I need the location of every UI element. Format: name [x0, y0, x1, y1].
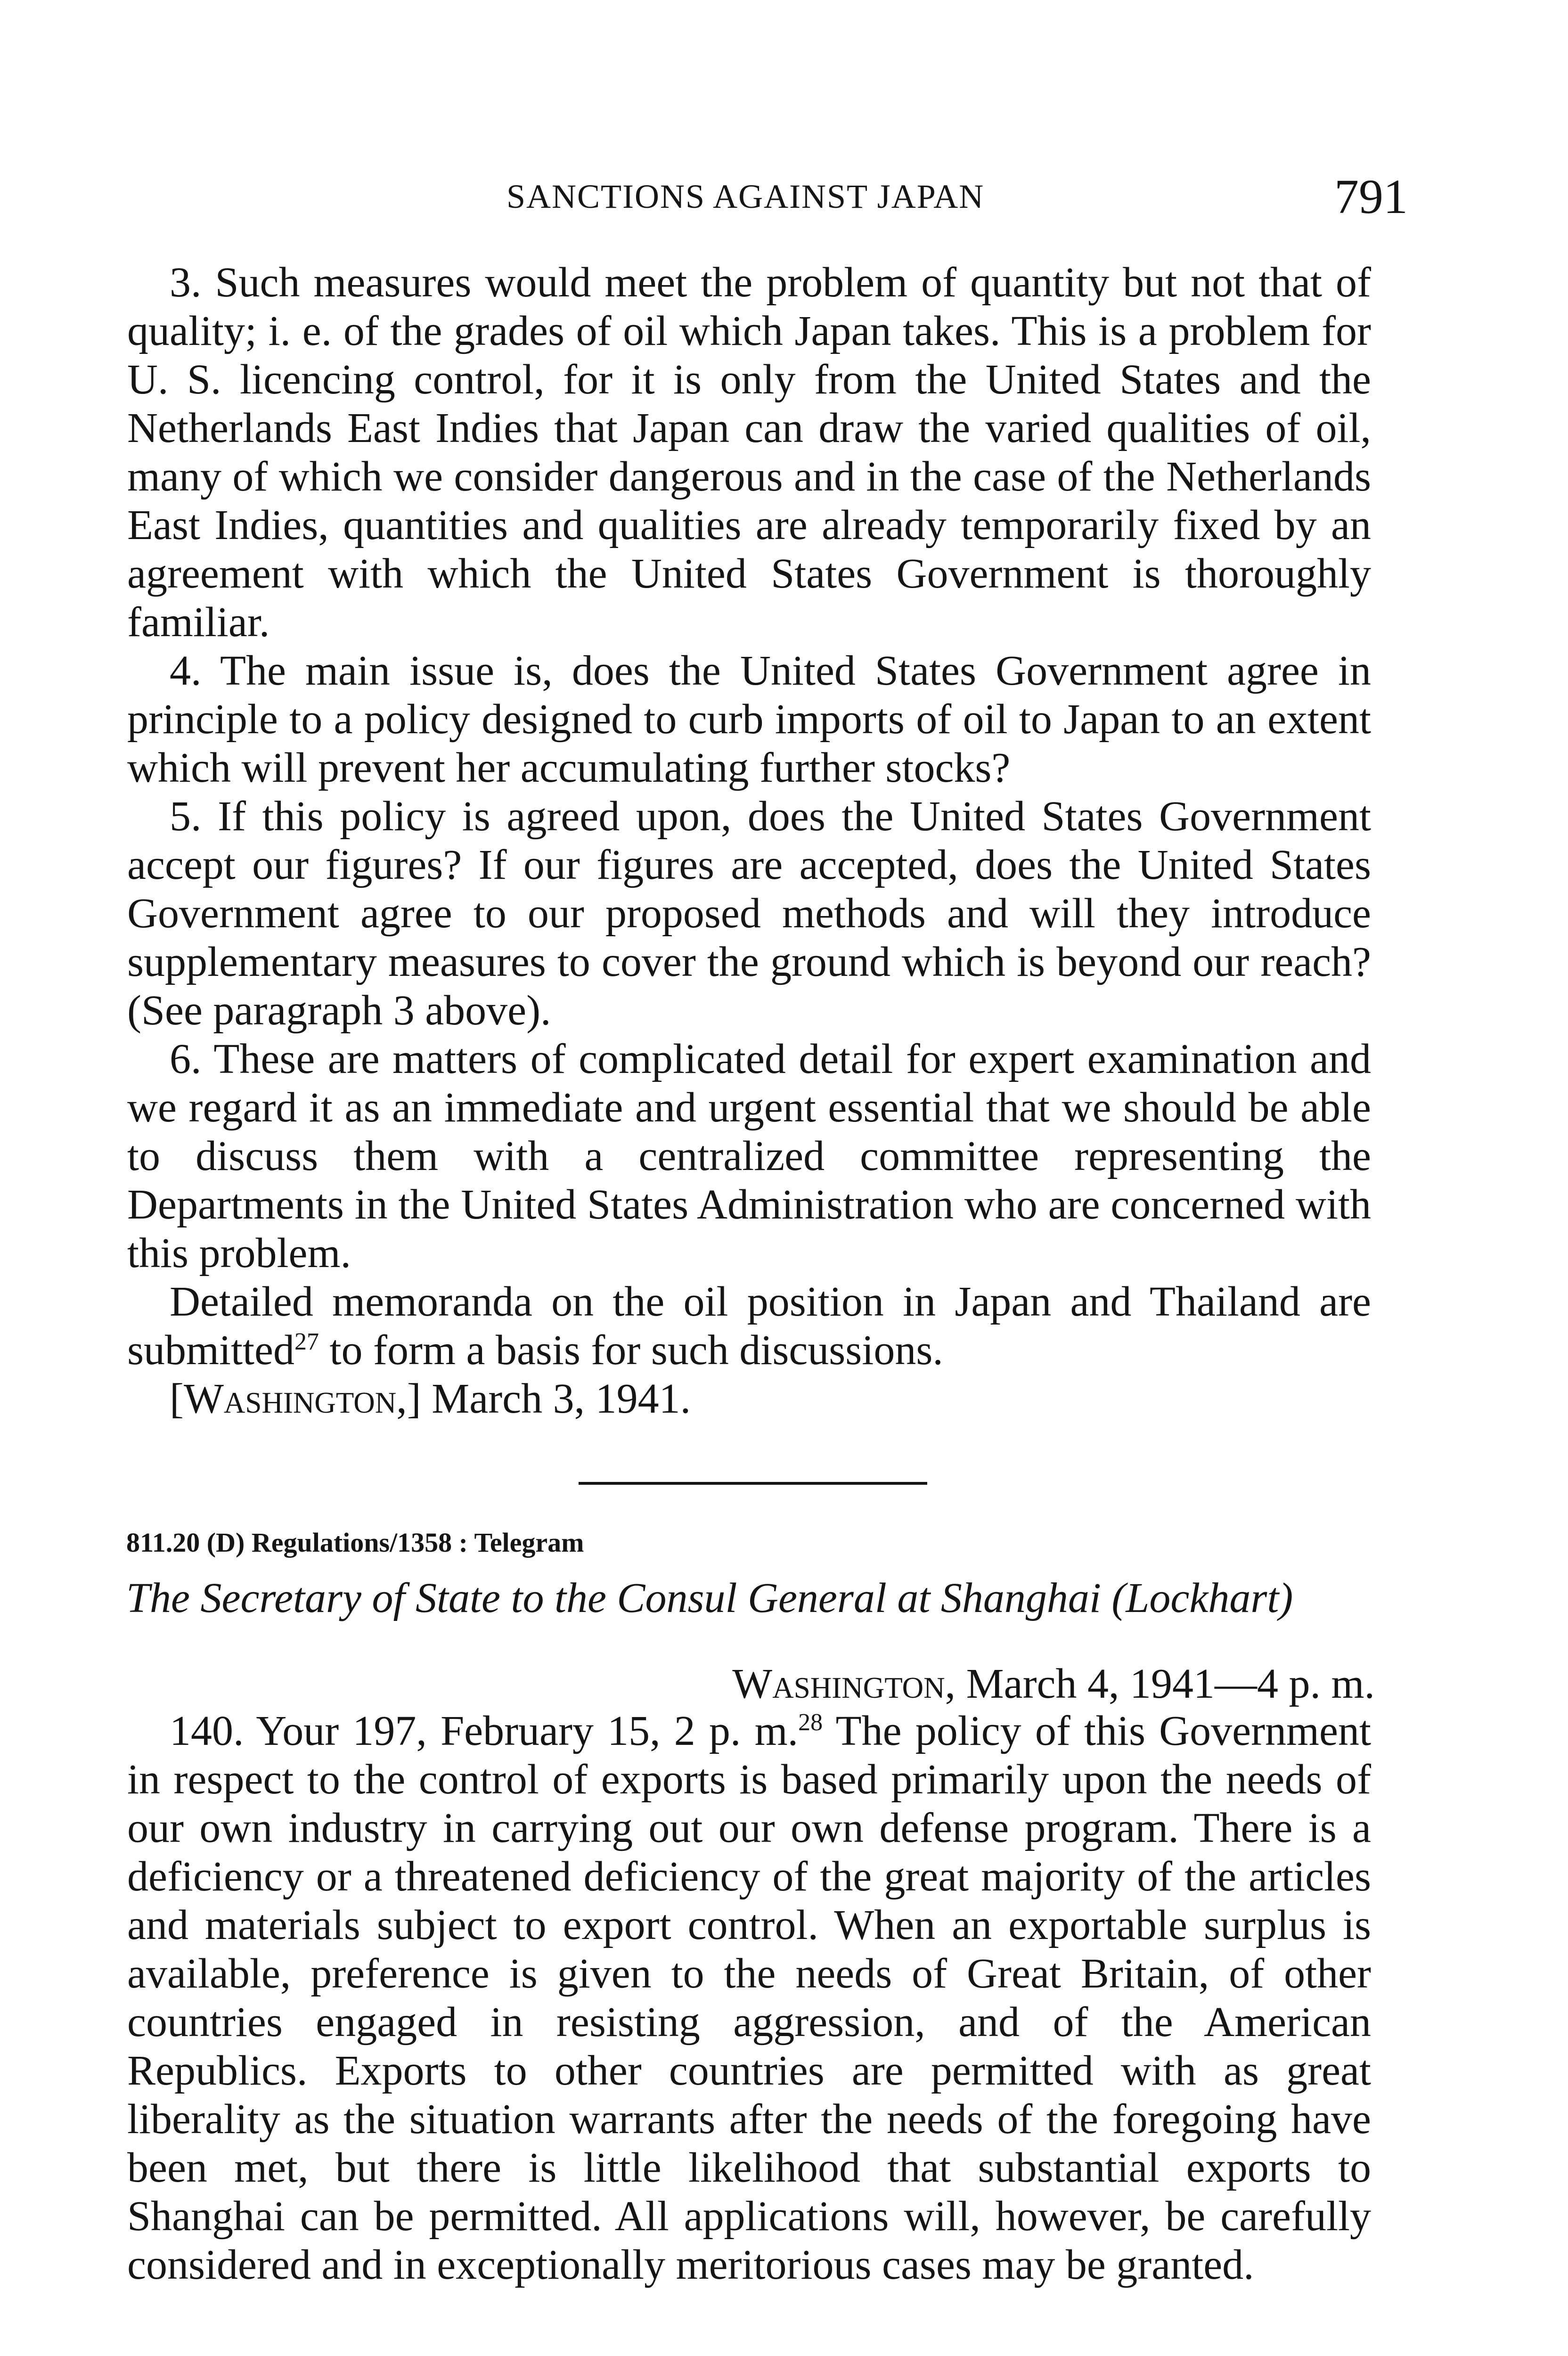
telegram-body [127, 1707, 1371, 2289]
paragraph-3: 3. Such measures would meet the problem of quantity but not that of quality; i. e. of the grades of oil which Japan takes. This is a problem for U. S. licencing control, for it is only from the United States and the Netherlands East Indies that Japan can draw the varied qualities of oil, many of which we consider dangerous and in the case of the Netherlands East Indies, quantities and qualities are already temporarily fixed by an agreement with which the United States Government is thoroughly familiar. [127, 259, 1371, 646]
place-date-line [127, 1374, 1371, 1423]
memoranda-paragraph [127, 1277, 1371, 1374]
memoranda-text-end: to form a basis for such discussions. [319, 1327, 943, 1374]
dateline-place: Washington, [732, 1661, 956, 1707]
memoranda-text: Detailed memoranda on the oil position in Japan and Thailand are submitted [127, 1278, 1371, 1374]
page-number: 791 [1334, 170, 1408, 224]
telegram-paragraph [127, 1707, 1371, 2289]
continued-memorandum [127, 258, 1371, 1423]
paragraph-5: 5. If this policy is agreed upon, does the United States Government accept our figures? If our figures are accepted, does the United States Government agree to our proposed methods and will they introduce supplementary measures to cover the ground which is beyond our reach? (See paragraph 3 above). [127, 793, 1371, 1034]
dateline [732, 1660, 1375, 1708]
date: March 3, 1941. [432, 1375, 691, 1422]
place: [Washington,] [170, 1375, 421, 1422]
dateline-time: March 4, 1941—4 p. m. [966, 1661, 1375, 1707]
paragraph-6: 6. These are matters of complicated detail for expert examination and we regard it as an immediate and urgent essential that we should be able to discuss them with a centralized committee representing the Departments in the United States Administration who are concerned with this problem. [127, 1036, 1371, 1276]
document-heading: The Secretary of State to the Consul General at Shanghai (Lockhart) [126, 1575, 1293, 1621]
running-header: SANCTIONS AGAINST JAPAN [506, 178, 985, 215]
document-reference: 811.20 (D) Regulations/1358 : Telegram [126, 1527, 584, 1558]
telegram-text: The policy of this Government in respect to the control of exports is based primarily upon the needs of our own industry in carrying out our own defense program. There is a deficiency or a threatened deficiency of the great majority of the articles and materials subject to export control. When an exportable surplus is available, preference is given to the needs of Great Britain, of other countries engaged in resisting aggression, and of the American Republics. Exports to other countries are permitted with as great liberality as the situation warrants after the needs of the foregoing have been met, but there is little likelihood that substantial exports to Shanghai can be permitted. All applications will, however, be carefully considered and in exceptionally meritorious cases may be granted. [127, 1708, 1372, 2288]
footnote-ref-27: 27 [294, 1328, 319, 1355]
footnote-ref-28: 28 [798, 1709, 823, 1736]
section-divider [579, 1482, 927, 1485]
paragraph-4: 4. The main issue is, does the United States Government agree in principle to a policy designed to curb imports of oil to Japan to an extent which will prevent her accumulating further stocks? [127, 647, 1371, 791]
telegram-opening: 140. Your 197, February 15, 2 p. m. [170, 1708, 799, 1754]
